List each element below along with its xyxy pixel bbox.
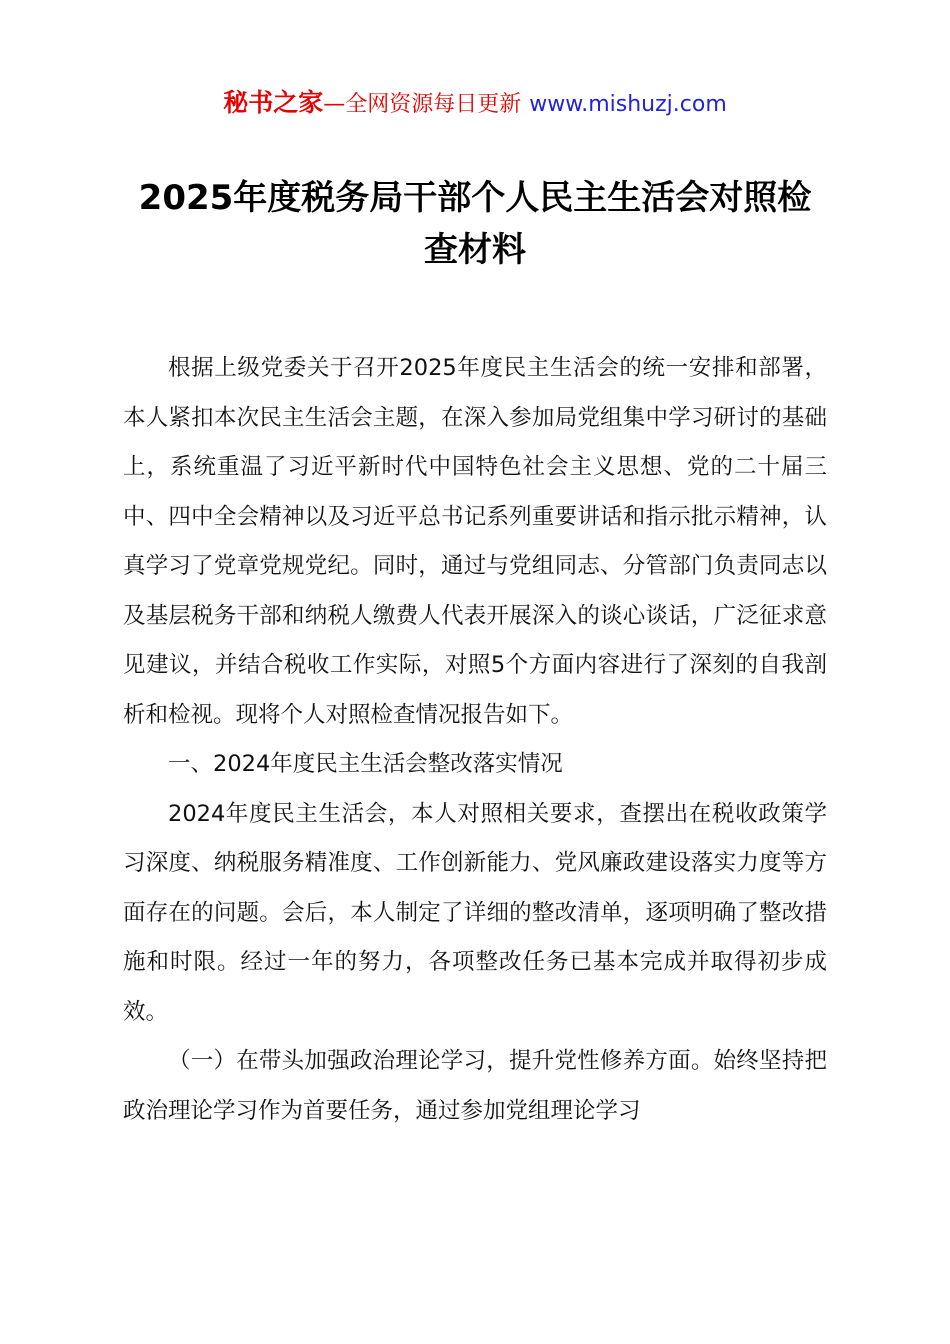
document-title: 2025年度税务局干部个人民主生活会对照检查材料 [138,178,812,270]
body-paragraph-subsection1: （一）在带头加强政治理论学习，提升党性修养方面。始终坚持把政治理论学习作为首要任务，通过参加党组理论学习 [123,1048,827,1124]
site-name: 秘书之家 [223,88,324,117]
body-paragraph-intro: 根据上级党委关于召开2025年度民主生活会的统一安排和部署，本人紧扣本次民主生活会主题，在深入参加局党组集中学习研讨的基础上，系统重温了习近平新时代中国特色社会主义思想、党的二十届三中、四中全会精神以及习近平总书记系列重要讲话和指示批示精神，认真学习了党章党规党纪。同时，通过与党组同志、分管部门负责同志以及基层税务干部和纳税人缴费人代表开展深入的谈心谈话，广泛征求意见建议，并结合税收工作实际，对照5个方面内容进行了深刻的自我剖析和检视。现将个人对照检查情况报告如下。 [123,355,827,728]
site-tagline: —全网资源每日更新 [323,92,522,117]
document-body [123,344,827,1136]
site-header [123,88,827,120]
body-paragraph-section1: 2024年度民主生活会，本人对照相关要求，查摆出在税收政策学习深度、纳税服务精准度、工作创新能力、党风廉政建设落实力度等方面存在的问题。会后，本人制定了详细的整改清单，逐项明确了整改措施和时限。经过一年的努力，各项整改任务已基本完成并取得初步成效。 [123,800,827,1025]
site-url-link[interactable]: www.mishuzj.com [529,92,727,117]
section-heading-1: 一、2024年度民主生活会整改落实情况 [168,751,563,777]
